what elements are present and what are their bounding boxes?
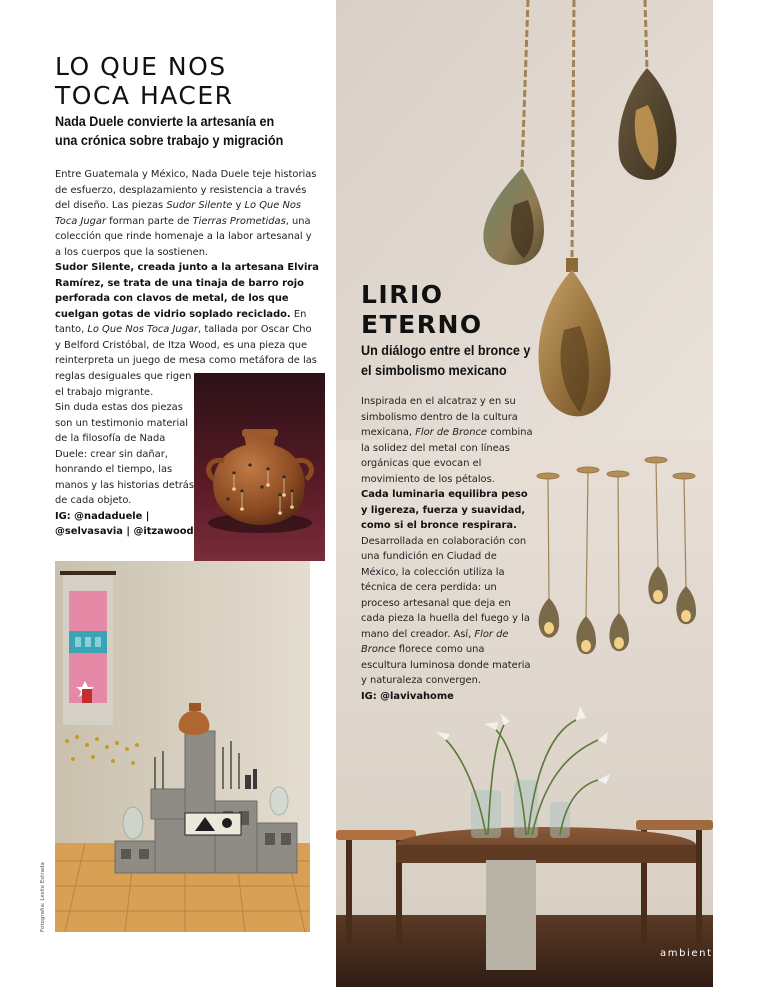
page-folio	[660, 948, 745, 959]
text-run: y	[232, 200, 245, 211]
paragraph: Sin duda estas dos piezas son un testimonio material de la filosofía de Nada Duele: crear sin dañar, honrando el tiempo, las manos y las historias detrás de cada objeto.	[55, 402, 194, 506]
paragraph	[361, 487, 533, 534]
highlight-text: Cada luminaria equilibra peso y ligereza, fuerza y suavidad, como si el bronce respirara.	[361, 489, 528, 531]
photo-tierras-prometidas-installation	[55, 561, 310, 932]
text-run: combina la solidez del metal con líneas orgánicas que evocan el movimiento de los pétalos.	[361, 427, 533, 485]
article-body-right	[361, 394, 533, 704]
text-run: Entre Guatemala y México, Nada Duele teje historias de esfuerzo, desplazamiento y resistencia a través del diseño. Las piezas	[55, 169, 317, 211]
photo-credit: Fotografía: Leslie Estrada	[40, 862, 46, 932]
text-run: Desarrollada en colaboración con una fundición en Ciudad de México, la colección utiliza la técnica de cera perdida: un proceso artesanal que deja en cada pieza la huella del fuego y la mano del creador. Así,	[361, 535, 530, 640]
text-run: , tallada por Oscar Cho y Belford Cristóbal, de Itza Wood, es una pieza que reinterpreta un juego de mesa como metáfora de las	[55, 324, 317, 366]
piece-name: Lo Que Nos Toca Jugar	[87, 324, 199, 335]
product-name: Flor de Bronce	[361, 628, 509, 655]
collection-name: Tierras Prometidas	[192, 215, 286, 227]
title-line: LIRIO	[361, 280, 444, 309]
article-subtitle: Un diálogo entre el bronce y el simbolismo mexicano	[361, 342, 531, 378]
article-title-lo-que-nos-toca-hacer	[55, 52, 234, 110]
text-run: , una colección que rinde homenaje a la labor artesanal y a los cuerpos que la sostienen.	[55, 215, 312, 258]
article-subtitle: Nada Duele convierte la artesanía en una crónica sobre trabajo y migración	[55, 113, 284, 148]
instagram-handles: IG: @lavivahome	[361, 690, 454, 702]
article-body-left-narrow	[55, 369, 195, 540]
instagram-credits	[55, 509, 195, 540]
magazine-name: ambientes	[660, 948, 728, 959]
title-line: LO QUE NOS	[55, 52, 227, 81]
text-run: forman parte de	[106, 215, 193, 227]
installation-illustration	[55, 561, 310, 932]
paragraph	[361, 394, 533, 487]
paragraph	[361, 534, 533, 689]
paragraph: reglas desiguales que rigen el trabajo migrante.	[55, 371, 192, 398]
piece-name: Lo Que Nos Toca Jugar	[55, 200, 302, 227]
title-line: ETERNO	[361, 310, 483, 339]
text-run: florece como una escultura luminosa donde materia y naturaleza convergen.	[361, 644, 531, 686]
piece-name: Sudor Silente	[166, 200, 233, 211]
instagram-handles: IG: @nadaduele | @selvasavia | @itzawood	[55, 510, 194, 537]
article-title-lirio-eterno	[361, 280, 483, 340]
article-body-left	[55, 167, 319, 369]
title-line: TOCA HACER	[55, 81, 234, 110]
instagram-credits	[361, 689, 533, 705]
paragraph	[55, 167, 319, 260]
page-number: 09	[730, 949, 745, 959]
paragraph	[55, 260, 319, 369]
photo-sudor-silente-vessel	[194, 373, 325, 561]
product-name: Flor de Bronce	[415, 427, 487, 438]
highlight-text: Sudor Silente, creada junto a la artesana Elvira Ramírez, se trata de una tinaja de barro rojo perforada con clavos de metal, de los que cuelgan gotas de vidrio soplado reciclado.	[55, 262, 319, 320]
text-run: En tanto,	[55, 308, 307, 335]
vessel-illustration	[194, 373, 325, 561]
text-run: Inspirada en el alcatraz y en su simbolismo dentro de la cultura mexicana,	[361, 396, 518, 438]
